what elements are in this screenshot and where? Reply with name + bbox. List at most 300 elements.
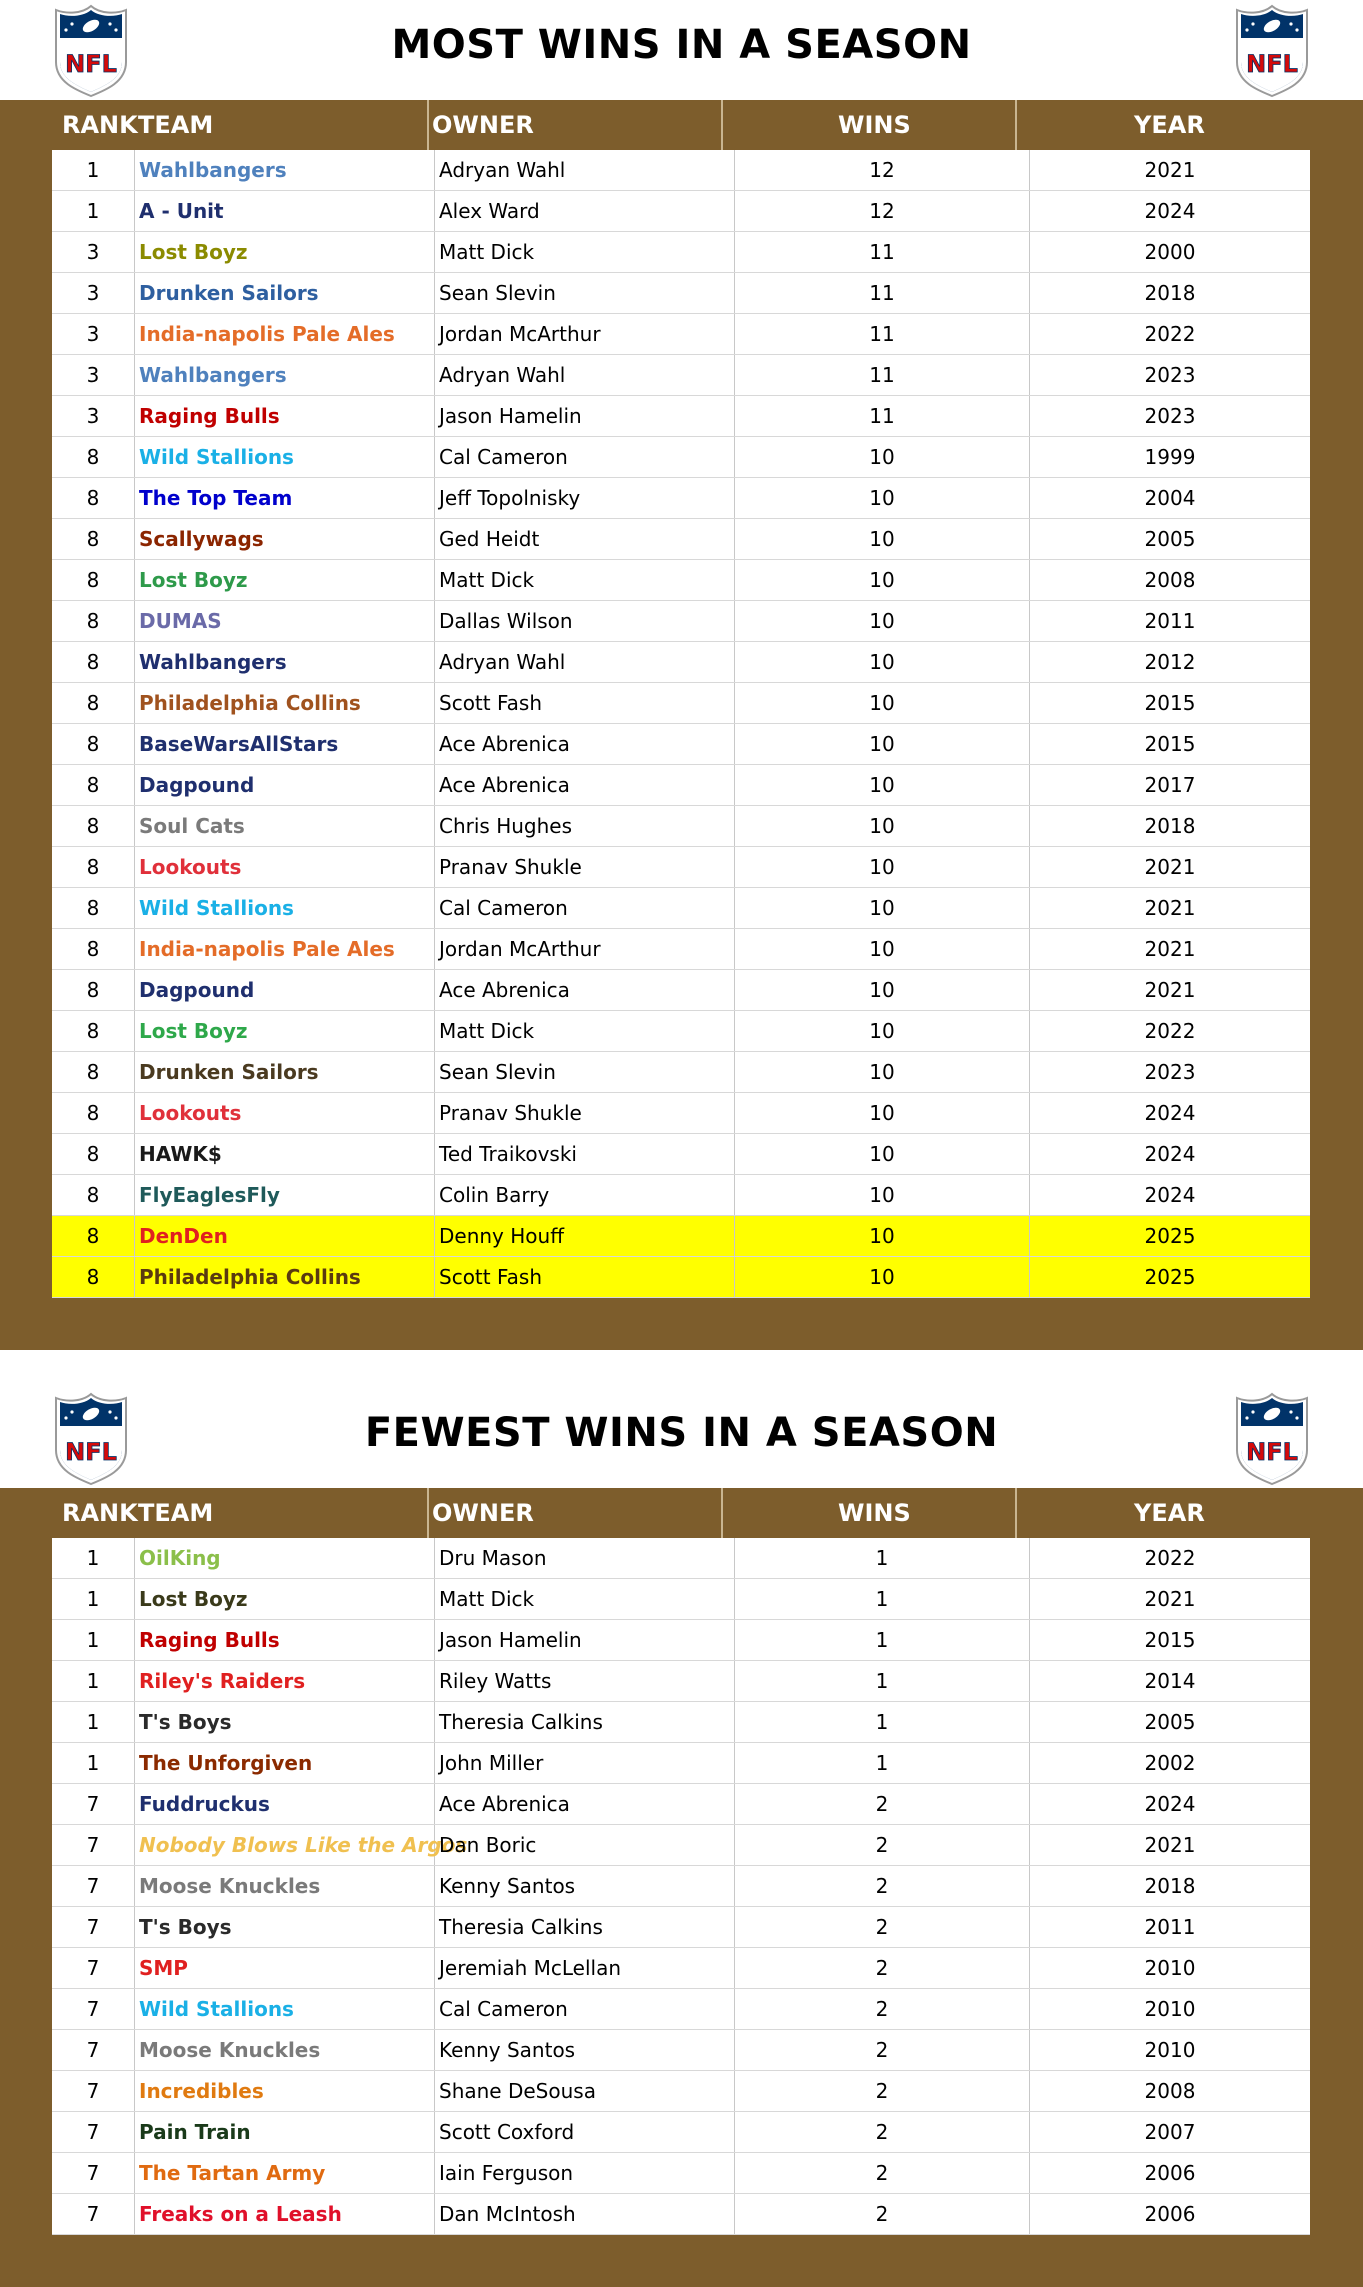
year-cell: 2000: [1030, 232, 1311, 273]
team-cell: DUMAS: [135, 601, 435, 642]
owner-cell: Sean Slevin: [435, 273, 735, 314]
table-row: [52, 1093, 1310, 1134]
team-cell: DenDen: [135, 1216, 435, 1257]
table-row: [52, 683, 1310, 724]
wins-cell: 10: [735, 601, 1030, 642]
rank-cell: 7: [52, 2030, 135, 2071]
rank-cell: 1: [52, 1743, 135, 1784]
team-cell: T's Boys: [135, 1907, 435, 1948]
year-cell: 2012: [1030, 642, 1311, 683]
header-wins: WINS: [838, 111, 911, 139]
wins-cell: 2: [735, 2194, 1030, 2235]
owner-cell: Colin Barry: [435, 1175, 735, 1216]
owner-cell: Jeremiah McLellan: [435, 1948, 735, 1989]
section-title: MOST WINS IN A SEASON: [391, 22, 972, 68]
table-row: [52, 724, 1310, 765]
team-cell: Dagpound: [135, 970, 435, 1011]
rank-cell: 8: [52, 519, 135, 560]
team-cell: The Unforgiven: [135, 1743, 435, 1784]
owner-cell: Scott Fash: [435, 683, 735, 724]
table-row: [52, 1216, 1310, 1257]
wins-cell: 2: [735, 1866, 1030, 1907]
team-cell: India-napolis Pale Ales: [135, 929, 435, 970]
year-cell: 2023: [1030, 396, 1311, 437]
rank-cell: 7: [52, 1866, 135, 1907]
owner-cell: Ged Heidt: [435, 519, 735, 560]
team-cell: Moose Knuckles: [135, 2030, 435, 2071]
owner-cell: Shane DeSousa: [435, 2071, 735, 2112]
rank-cell: 8: [52, 560, 135, 601]
team-cell: Lost Boyz: [135, 1011, 435, 1052]
owner-cell: Matt Dick: [435, 1579, 735, 1620]
owner-cell: Matt Dick: [435, 560, 735, 601]
owner-cell: Theresia Calkins: [435, 1907, 735, 1948]
wins-cell: 10: [735, 724, 1030, 765]
header-divider: [427, 100, 429, 150]
owner-cell: Dan McIntosh: [435, 2194, 735, 2235]
table-row: [52, 1538, 1310, 1579]
table-row: [52, 601, 1310, 642]
table-row: [52, 1134, 1310, 1175]
owner-cell: Cal Cameron: [435, 437, 735, 478]
year-cell: 2024: [1030, 1134, 1311, 1175]
title-bar: [0, 1388, 1363, 1488]
rank-cell: 8: [52, 1134, 135, 1175]
owner-cell: Ace Abrenica: [435, 765, 735, 806]
year-cell: 2021: [1030, 929, 1311, 970]
owner-cell: Pranav Shukle: [435, 847, 735, 888]
rank-cell: 8: [52, 847, 135, 888]
rank-cell: 1: [52, 1538, 135, 1579]
rank-cell: 8: [52, 683, 135, 724]
table-row: [52, 1052, 1310, 1093]
owner-cell: Adryan Wahl: [435, 355, 735, 396]
rank-cell: 3: [52, 273, 135, 314]
table-row: [52, 806, 1310, 847]
owner-cell: Matt Dick: [435, 232, 735, 273]
table-row: [52, 888, 1310, 929]
table-row: [52, 396, 1310, 437]
team-cell: Raging Bulls: [135, 396, 435, 437]
owner-cell: Scott Fash: [435, 1257, 735, 1298]
wins-cell: 10: [735, 929, 1030, 970]
table-panel: [0, 1488, 1363, 2287]
year-cell: 2002: [1030, 1743, 1311, 1784]
table-row: [52, 314, 1310, 355]
table-row: [52, 355, 1310, 396]
wins-cell: 10: [735, 1011, 1030, 1052]
wins-cell: 11: [735, 355, 1030, 396]
year-cell: 2018: [1030, 273, 1311, 314]
year-cell: 2010: [1030, 1948, 1311, 1989]
year-cell: 2005: [1030, 1702, 1311, 1743]
team-cell: Lookouts: [135, 1093, 435, 1134]
year-cell: 2024: [1030, 1093, 1311, 1134]
year-cell: 2021: [1030, 1579, 1311, 1620]
year-cell: 2024: [1030, 1175, 1311, 1216]
wins-cell: 11: [735, 273, 1030, 314]
section-title: FEWEST WINS IN A SEASON: [364, 1410, 999, 1456]
year-cell: 2021: [1030, 847, 1311, 888]
owner-cell: Adryan Wahl: [435, 150, 735, 191]
wins-cell: 10: [735, 1052, 1030, 1093]
rank-cell: 8: [52, 1052, 135, 1093]
rank-cell: 3: [52, 314, 135, 355]
header-divider: [1015, 1488, 1017, 1538]
header-rank: RANK: [62, 1499, 138, 1527]
wins-cell: 1: [735, 1620, 1030, 1661]
header-owner: OWNER: [432, 111, 534, 139]
table-row: [52, 1866, 1310, 1907]
year-cell: 2015: [1030, 724, 1311, 765]
rank-cell: 1: [52, 1661, 135, 1702]
team-cell: Wahlbangers: [135, 642, 435, 683]
table-row: [52, 642, 1310, 683]
wins-cell: 11: [735, 314, 1030, 355]
team-cell: SMP: [135, 1948, 435, 1989]
team-cell: Lost Boyz: [135, 1579, 435, 1620]
year-cell: 2021: [1030, 1825, 1311, 1866]
year-cell: 2022: [1030, 1538, 1311, 1579]
rank-cell: 7: [52, 1825, 135, 1866]
table-row: [52, 1989, 1310, 2030]
team-cell: T's Boys: [135, 1702, 435, 1743]
rank-cell: 7: [52, 2194, 135, 2235]
table-row: [52, 765, 1310, 806]
rank-cell: 7: [52, 2071, 135, 2112]
wins-cell: 10: [735, 765, 1030, 806]
table-row: [52, 970, 1310, 1011]
rank-cell: 1: [52, 1579, 135, 1620]
header-team: TEAM: [138, 111, 214, 139]
wins-cell: 10: [735, 806, 1030, 847]
team-cell: Scallywags: [135, 519, 435, 560]
owner-cell: Jordan McArthur: [435, 929, 735, 970]
owner-cell: Scott Coxford: [435, 2112, 735, 2153]
team-cell: HAWK$: [135, 1134, 435, 1175]
owner-cell: Kenny Santos: [435, 1866, 735, 1907]
table-row: [52, 1948, 1310, 1989]
wins-cell: 10: [735, 560, 1030, 601]
owner-cell: Jordan McArthur: [435, 314, 735, 355]
wins-cell: 11: [735, 396, 1030, 437]
owner-cell: Cal Cameron: [435, 1989, 735, 2030]
rank-cell: 8: [52, 1011, 135, 1052]
table-row: [52, 847, 1310, 888]
team-cell: Philadelphia Collins: [135, 1257, 435, 1298]
rank-cell: 3: [52, 232, 135, 273]
rank-cell: 7: [52, 1948, 135, 1989]
rank-cell: 1: [52, 1620, 135, 1661]
owner-cell: Dallas Wilson: [435, 601, 735, 642]
rank-cell: 7: [52, 2153, 135, 2194]
year-cell: 2015: [1030, 1620, 1311, 1661]
year-cell: 2025: [1030, 1216, 1311, 1257]
owner-cell: Denny Houff: [435, 1216, 735, 1257]
year-cell: 2021: [1030, 888, 1311, 929]
team-cell: Riley's Raiders: [135, 1661, 435, 1702]
rank-cell: 3: [52, 355, 135, 396]
rank-cell: 8: [52, 929, 135, 970]
wins-cell: 10: [735, 1257, 1030, 1298]
nfl-shield-icon: [1233, 4, 1311, 98]
wins-cell: 1: [735, 1538, 1030, 1579]
table-row: [52, 1907, 1310, 1948]
rank-cell: 8: [52, 724, 135, 765]
owner-cell: Ace Abrenica: [435, 970, 735, 1011]
rank-cell: 8: [52, 437, 135, 478]
team-cell: Moose Knuckles: [135, 1866, 435, 1907]
year-cell: 2024: [1030, 191, 1311, 232]
team-cell: A - Unit: [135, 191, 435, 232]
wins-cell: 12: [735, 150, 1030, 191]
team-cell: Freaks on a Leash: [135, 2194, 435, 2235]
owner-cell: Theresia Calkins: [435, 1702, 735, 1743]
table-row: [52, 1011, 1310, 1052]
header-divider: [721, 100, 723, 150]
table-row: [52, 478, 1310, 519]
team-cell: Drunken Sailors: [135, 273, 435, 314]
table-row: [52, 929, 1310, 970]
year-cell: 2008: [1030, 560, 1311, 601]
owner-cell: Iain Ferguson: [435, 2153, 735, 2194]
year-cell: 2005: [1030, 519, 1311, 560]
year-cell: 2017: [1030, 765, 1311, 806]
team-cell: Soul Cats: [135, 806, 435, 847]
team-cell: Lost Boyz: [135, 232, 435, 273]
logo-text: NFL: [1246, 1438, 1298, 1466]
rank-cell: 7: [52, 1784, 135, 1825]
wins-cell: 10: [735, 1093, 1030, 1134]
header-wins: WINS: [838, 1499, 911, 1527]
table-row: [52, 150, 1310, 191]
wins-cell: 11: [735, 232, 1030, 273]
owner-cell: Dan Boric: [435, 1825, 735, 1866]
header-divider: [721, 1488, 723, 1538]
owner-cell: Jason Hamelin: [435, 1620, 735, 1661]
team-cell: India-napolis Pale Ales: [135, 314, 435, 355]
year-cell: 2023: [1030, 1052, 1311, 1093]
table-header: [0, 1488, 1363, 1538]
year-cell: 2011: [1030, 601, 1311, 642]
table-row: [52, 1743, 1310, 1784]
table-row: [52, 1661, 1310, 1702]
team-cell: The Tartan Army: [135, 2153, 435, 2194]
rank-cell: 8: [52, 1175, 135, 1216]
team-cell: Dagpound: [135, 765, 435, 806]
team-cell: OilKing: [135, 1538, 435, 1579]
table-row: [52, 2112, 1310, 2153]
wins-cell: 10: [735, 847, 1030, 888]
wins-cell: 1: [735, 1661, 1030, 1702]
owner-cell: Dru Mason: [435, 1538, 735, 1579]
wins-cell: 1: [735, 1743, 1030, 1784]
rank-cell: 8: [52, 478, 135, 519]
most-wins-table: [52, 150, 1310, 1298]
wins-cell: 10: [735, 478, 1030, 519]
team-cell: Philadelphia Collins: [135, 683, 435, 724]
team-cell: Nobody Blows Like the Argos: [135, 1825, 435, 1866]
table-row: [52, 519, 1310, 560]
table-row: [52, 1175, 1310, 1216]
year-cell: 2018: [1030, 1866, 1311, 1907]
rank-cell: 1: [52, 1702, 135, 1743]
wins-cell: 10: [735, 642, 1030, 683]
owner-cell: Chris Hughes: [435, 806, 735, 847]
owner-cell: John Miller: [435, 1743, 735, 1784]
title-bar: [0, 0, 1363, 100]
wins-cell: 1: [735, 1579, 1030, 1620]
table-row: [52, 560, 1310, 601]
year-cell: 2004: [1030, 478, 1311, 519]
nfl-shield-icon: [1233, 1392, 1311, 1486]
wins-cell: 2: [735, 1907, 1030, 1948]
year-cell: 2021: [1030, 970, 1311, 1011]
owner-cell: Ace Abrenica: [435, 1784, 735, 1825]
wins-cell: 10: [735, 888, 1030, 929]
header-team: TEAM: [138, 1499, 214, 1527]
rank-cell: 7: [52, 1907, 135, 1948]
year-cell: 2024: [1030, 1784, 1311, 1825]
table-header: [0, 100, 1363, 150]
team-cell: Lookouts: [135, 847, 435, 888]
team-cell: Wahlbangers: [135, 355, 435, 396]
owner-cell: Pranav Shukle: [435, 1093, 735, 1134]
owner-cell: Jeff Topolnisky: [435, 478, 735, 519]
header-year: YEAR: [1134, 111, 1205, 139]
year-cell: 2010: [1030, 1989, 1311, 2030]
rank-cell: 3: [52, 396, 135, 437]
wins-cell: 2: [735, 1825, 1030, 1866]
owner-cell: Ace Abrenica: [435, 724, 735, 765]
rank-cell: 8: [52, 970, 135, 1011]
logo-text: NFL: [65, 50, 117, 78]
rank-cell: 7: [52, 2112, 135, 2153]
rank-cell: 8: [52, 642, 135, 683]
header-rank: RANK: [62, 111, 138, 139]
owner-cell: Ted Traikovski: [435, 1134, 735, 1175]
rank-cell: 8: [52, 888, 135, 929]
header-owner: OWNER: [432, 1499, 534, 1527]
table-row: [52, 1702, 1310, 1743]
year-cell: 2014: [1030, 1661, 1311, 1702]
table-row: [52, 437, 1310, 478]
owner-cell: Sean Slevin: [435, 1052, 735, 1093]
header-divider: [427, 1488, 429, 1538]
year-cell: 2010: [1030, 2030, 1311, 2071]
wins-cell: 10: [735, 1134, 1030, 1175]
owner-cell: Jason Hamelin: [435, 396, 735, 437]
year-cell: 2007: [1030, 2112, 1311, 2153]
team-cell: Wild Stallions: [135, 888, 435, 929]
table-body: [52, 1538, 1310, 2235]
logo-text: NFL: [1246, 50, 1298, 78]
wins-cell: 10: [735, 1216, 1030, 1257]
team-cell: Incredibles: [135, 2071, 435, 2112]
wins-cell: 1: [735, 1702, 1030, 1743]
year-cell: 2008: [1030, 2071, 1311, 2112]
fewest-wins-table: [52, 1538, 1310, 2235]
table-row: [52, 1784, 1310, 1825]
table-row: [52, 2153, 1310, 2194]
wins-cell: 2: [735, 1784, 1030, 1825]
owner-cell: Cal Cameron: [435, 888, 735, 929]
year-cell: 2022: [1030, 1011, 1311, 1052]
table-panel: [0, 100, 1363, 1350]
year-cell: 1999: [1030, 437, 1311, 478]
wins-cell: 10: [735, 1175, 1030, 1216]
rank-cell: 8: [52, 765, 135, 806]
wins-cell: 10: [735, 437, 1030, 478]
table-row: [52, 1257, 1310, 1298]
year-cell: 2015: [1030, 683, 1311, 724]
owner-cell: Adryan Wahl: [435, 642, 735, 683]
rank-cell: 8: [52, 806, 135, 847]
table-row: [52, 1620, 1310, 1661]
table-row: [52, 232, 1310, 273]
header-year: YEAR: [1134, 1499, 1205, 1527]
owner-cell: Riley Watts: [435, 1661, 735, 1702]
table-row: [52, 1825, 1310, 1866]
year-cell: 2006: [1030, 2194, 1311, 2235]
wins-cell: 10: [735, 683, 1030, 724]
rank-cell: 7: [52, 1989, 135, 2030]
team-cell: Lost Boyz: [135, 560, 435, 601]
table-body: [52, 150, 1310, 1298]
wins-cell: 2: [735, 1948, 1030, 1989]
team-cell: FlyEaglesFly: [135, 1175, 435, 1216]
owner-cell: Alex Ward: [435, 191, 735, 232]
rank-cell: 8: [52, 1216, 135, 1257]
year-cell: 2021: [1030, 150, 1311, 191]
table-row: [52, 2071, 1310, 2112]
owner-cell: Matt Dick: [435, 1011, 735, 1052]
team-cell: Raging Bulls: [135, 1620, 435, 1661]
wins-cell: 10: [735, 519, 1030, 560]
fewest-wins-section: [0, 1388, 1363, 2287]
team-cell: The Top Team: [135, 478, 435, 519]
year-cell: 2022: [1030, 314, 1311, 355]
year-cell: 2025: [1030, 1257, 1311, 1298]
table-row: [52, 2194, 1310, 2235]
owner-cell: Kenny Santos: [435, 2030, 735, 2071]
rank-cell: 1: [52, 191, 135, 232]
team-cell: Pain Train: [135, 2112, 435, 2153]
rank-cell: 8: [52, 1257, 135, 1298]
rank-cell: 8: [52, 1093, 135, 1134]
team-cell: BaseWarsAllStars: [135, 724, 435, 765]
logo-text: NFL: [65, 1438, 117, 1466]
year-cell: 2011: [1030, 1907, 1311, 1948]
year-cell: 2023: [1030, 355, 1311, 396]
team-cell: Wild Stallions: [135, 437, 435, 478]
header-divider: [1015, 100, 1017, 150]
rank-cell: 8: [52, 601, 135, 642]
wins-cell: 2: [735, 2112, 1030, 2153]
team-cell: Wahlbangers: [135, 150, 435, 191]
team-cell: Fuddruckus: [135, 1784, 435, 1825]
team-cell: Wild Stallions: [135, 1989, 435, 2030]
wins-cell: 2: [735, 2071, 1030, 2112]
wins-cell: 10: [735, 970, 1030, 1011]
rank-cell: 1: [52, 150, 135, 191]
wins-cell: 2: [735, 2153, 1030, 2194]
year-cell: 2006: [1030, 2153, 1311, 2194]
wins-cell: 12: [735, 191, 1030, 232]
year-cell: 2018: [1030, 806, 1311, 847]
wins-cell: 2: [735, 1989, 1030, 2030]
wins-cell: 2: [735, 2030, 1030, 2071]
